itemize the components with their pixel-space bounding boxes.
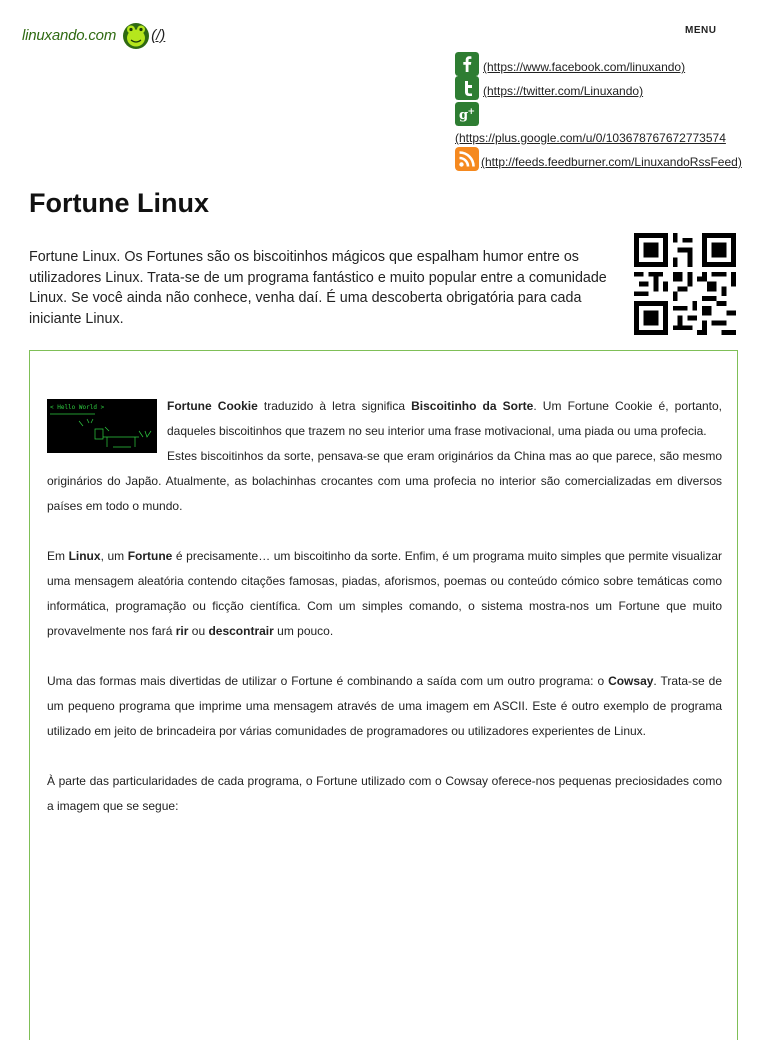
social-links xyxy=(455,52,768,171)
paragraph-cowsay: Uma das formas mais divertidas de utilizar o Fortune é combinando a saída com um outro programa: o Cowsay. Trata-se de um pequeno programa que imprime uma mensagem através de uma imagem em ASCII. Este é outro exemplo de programa utilizado em jeito de brincadeira por várias comunidades de programadores ou utilizadores experientes de Linux. xyxy=(47,674,722,738)
terminal-cowsay-image xyxy=(47,399,157,453)
paragraph-origin: Estes biscoitinhos da sorte, pensava-se que eram originários da China mas ao que parece, são mesmo originários do Japão. Atualmente, as bolachinhas crocantes com uma profecia no interior são comercializadas em diversos países em todo o mundo. xyxy=(47,449,722,513)
facebook-icon xyxy=(455,52,479,76)
article-intro: Fortune Linux. Os Fortunes são os biscoitinhos mágicos que espalham humor entre os utilizadores Linux. Trata-se de um programa fantástico e muito popular entre a comunidade Linux. Se você ainda não conhece, venha daí. É uma descoberta obrigatória para cada iniciante Linux. xyxy=(29,249,607,327)
article-content-box xyxy=(29,350,738,1040)
menu-button[interactable]: MENU xyxy=(685,25,717,36)
svg-text:+: + xyxy=(467,107,476,117)
frog-logo-icon xyxy=(122,22,150,49)
google-plus-url[interactable]: (https://plus.google.com/u/0/103678767672773574 xyxy=(455,131,726,145)
home-link[interactable]: (/) xyxy=(151,27,166,44)
paragraph-preciosidades: À parte das particularidades de cada programa, o Fortune utilizado com o Cowsay oferece-nos pequenas preciosidades como a imagem que se segue: xyxy=(47,774,722,813)
paragraph-linux-fortune: Em Linux, um Fortune é precisamente… um biscoitinho da sorte. Enfim, é um programa muito simples que permite visualizar uma mensagem aleatória contendo citações famosas, piadas, aforismos, poemas ou conteúdo cómico sobre temáticas como informática, programação ou ficção científica. Com um simples comando, o sistema mostra-nos um Fortune que muito provavelmente nos fará rir ou descontrair um pouco. xyxy=(47,549,722,638)
qr-code xyxy=(632,233,738,335)
terminal-text: < Hello World > xyxy=(50,404,105,411)
page-title: Fortune Linux xyxy=(29,188,209,218)
rss-url[interactable]: (http://feeds.feedburner.com/LinuxandoRssFeed) xyxy=(481,155,742,169)
twitter-url[interactable]: (https://twitter.com/Linuxando) xyxy=(483,84,644,98)
google-plus-icon xyxy=(455,102,479,126)
twitter-link[interactable] xyxy=(455,76,768,100)
google-plus-link[interactable] xyxy=(455,102,768,145)
article-body xyxy=(47,394,722,819)
twitter-icon xyxy=(455,76,479,100)
svg-text:g: g xyxy=(459,108,469,123)
facebook-url[interactable]: (https://www.facebook.com/linuxando) xyxy=(483,60,686,74)
rss-link[interactable] xyxy=(455,147,768,171)
facebook-link[interactable] xyxy=(455,52,768,76)
paragraph-fortune-cookie: < Hello World > Fortune Cookie traduzido à letra significa Biscoitinho da Sorte. Um Fortune Cookie é, portanto, daqueles biscoitinhos que trazem no seu interior uma frase motivacional, uma piada ou uma profecia. xyxy=(47,394,722,444)
site-logo[interactable] xyxy=(22,22,165,49)
rss-icon xyxy=(455,147,479,171)
site-name[interactable]: linuxando.com xyxy=(22,27,117,44)
